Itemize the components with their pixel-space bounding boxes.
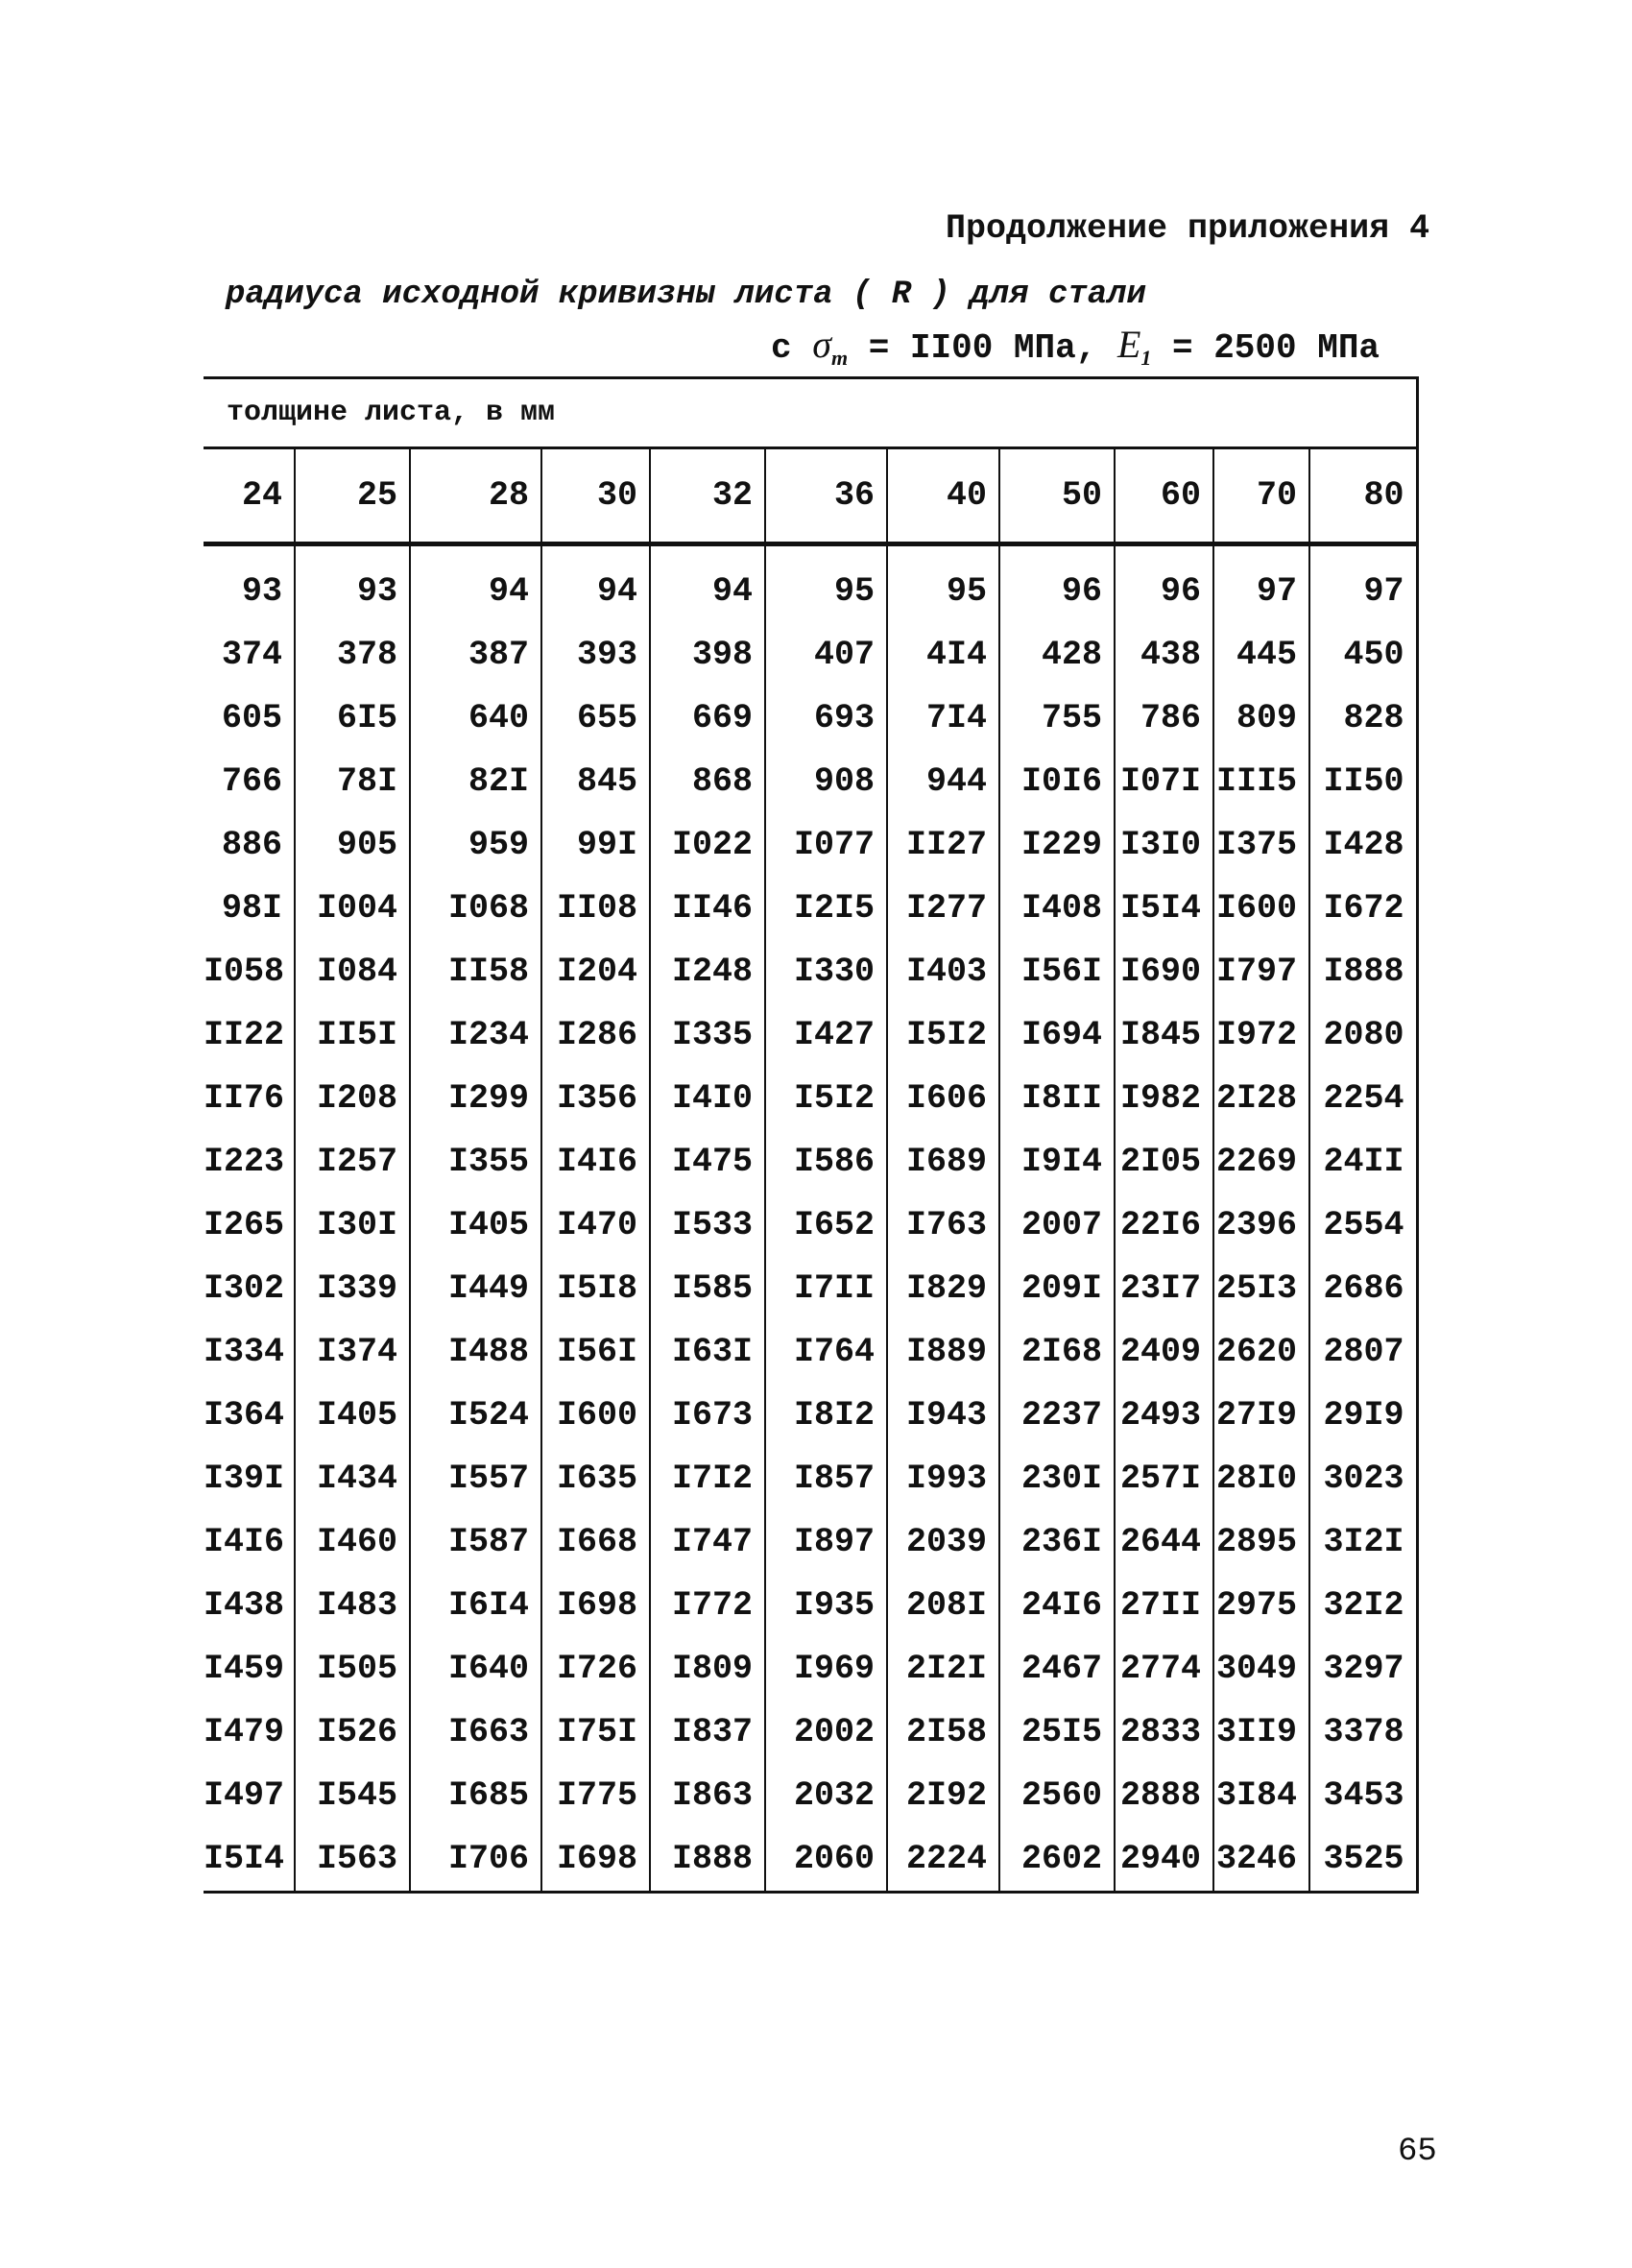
table-cell: I374 bbox=[295, 1320, 410, 1384]
table-row bbox=[204, 1764, 1417, 1827]
table-cell: 766 bbox=[221, 762, 282, 801]
header-spacer bbox=[204, 544, 1417, 561]
column-header: 25 bbox=[295, 448, 410, 544]
table-cell: 828 bbox=[1309, 687, 1417, 750]
table-cell: 94 bbox=[410, 560, 541, 623]
table-cell: 3I2I bbox=[1309, 1510, 1417, 1574]
table-cell: 24I6 bbox=[999, 1574, 1115, 1637]
table-cell: I943 bbox=[887, 1384, 999, 1447]
table-cell: 3378 bbox=[1309, 1701, 1417, 1764]
table-cell: 2888 bbox=[1115, 1764, 1213, 1827]
table-cell: I797 bbox=[1213, 940, 1309, 1003]
table-cell: I7II bbox=[765, 1257, 887, 1320]
table-cell: 2032 bbox=[765, 1764, 887, 1827]
table-cell: I775 bbox=[541, 1764, 650, 1827]
table-cell: 428 bbox=[999, 623, 1115, 687]
table-cell: I0I6 bbox=[999, 750, 1115, 813]
table-cell: I747 bbox=[650, 1510, 765, 1574]
table-cell: I56I bbox=[541, 1320, 650, 1384]
table-cell: 2002 bbox=[765, 1701, 887, 1764]
spacer-cell bbox=[1309, 544, 1417, 561]
radius-table bbox=[204, 376, 1419, 1894]
table-row bbox=[204, 750, 1417, 813]
table-cell: I75I bbox=[541, 1701, 650, 1764]
table-cell: 407 bbox=[765, 623, 887, 687]
table-cell: 95 bbox=[765, 560, 887, 623]
table-cell: I545 bbox=[295, 1764, 410, 1827]
table-cell: I56I bbox=[999, 940, 1115, 1003]
table-cell: I668 bbox=[541, 1510, 650, 1574]
table-cell: I935 bbox=[765, 1574, 887, 1637]
table-cell: I234 bbox=[410, 1003, 541, 1067]
table-cell: I889 bbox=[887, 1320, 999, 1384]
table-cell: 2560 bbox=[999, 1764, 1115, 1827]
table-cell: I334 bbox=[204, 1333, 285, 1371]
table-cell: II27 bbox=[887, 813, 999, 877]
table-cell: 25I5 bbox=[999, 1701, 1115, 1764]
table-cell: 4I4 bbox=[887, 623, 999, 687]
thickness-header-row bbox=[204, 448, 1417, 544]
spacer-cell bbox=[541, 544, 650, 561]
table-cell: 23I7 bbox=[1115, 1257, 1213, 1320]
table-cell: 82I bbox=[410, 750, 541, 813]
table-cell: I563 bbox=[295, 1827, 410, 1893]
table-cell: 2467 bbox=[999, 1637, 1115, 1701]
table-cell: 99I bbox=[541, 813, 650, 877]
table-cell: 27II bbox=[1115, 1574, 1213, 1637]
table-cell: 95 bbox=[887, 560, 999, 623]
table-cell: I772 bbox=[650, 1574, 765, 1637]
modulus-value: = 2500 МПа bbox=[1171, 328, 1380, 368]
table-cell: I5I4 bbox=[1115, 877, 1213, 940]
table-cell: 605 bbox=[221, 699, 282, 737]
spacer-cell bbox=[410, 544, 541, 561]
table-cell: I277 bbox=[887, 877, 999, 940]
table-row bbox=[204, 1320, 1417, 1384]
table-cell: I5I4 bbox=[204, 1827, 295, 1893]
table-cell: I694 bbox=[999, 1003, 1115, 1067]
table-cell: I888 bbox=[1309, 940, 1417, 1003]
table-cell: I897 bbox=[765, 1510, 887, 1574]
table-cell: 2493 bbox=[1115, 1384, 1213, 1447]
table-cell: I084 bbox=[295, 940, 410, 1003]
table-cell: I706 bbox=[410, 1827, 541, 1893]
table-row bbox=[204, 1701, 1417, 1764]
table-cell: 3453 bbox=[1309, 1764, 1417, 1827]
table-cell: 2620 bbox=[1213, 1320, 1309, 1384]
table-cell: I640 bbox=[410, 1637, 541, 1701]
table-cell: I355 bbox=[410, 1130, 541, 1194]
table-cell: I829 bbox=[887, 1257, 999, 1320]
table-cell: II46 bbox=[650, 877, 765, 940]
table-cell: 22I6 bbox=[1115, 1194, 1213, 1257]
table-cell: 2I2I bbox=[887, 1637, 999, 1701]
table-cell: I428 bbox=[1309, 813, 1417, 877]
table-cell: 2644 bbox=[1115, 1510, 1213, 1574]
table-cell: 2237 bbox=[999, 1384, 1115, 1447]
spacer-cell bbox=[295, 544, 410, 561]
table-cell: 3II9 bbox=[1213, 1701, 1309, 1764]
table-row bbox=[204, 1067, 1417, 1130]
table-cell: 2975 bbox=[1213, 1574, 1309, 1637]
table-cell: III5 bbox=[1213, 750, 1309, 813]
table-row bbox=[204, 1827, 1417, 1893]
table-cell: I068 bbox=[410, 877, 541, 940]
table-cell: 2269 bbox=[1213, 1130, 1309, 1194]
column-header: 28 bbox=[410, 448, 541, 544]
table-cell: I600 bbox=[1213, 877, 1309, 940]
table-row bbox=[204, 1194, 1417, 1257]
table-cell: I586 bbox=[765, 1130, 887, 1194]
table-cell: 78I bbox=[295, 750, 410, 813]
table-cell: I557 bbox=[410, 1447, 541, 1510]
table-cell: I2I5 bbox=[765, 877, 887, 940]
table-cell: I438 bbox=[204, 1586, 285, 1625]
table-cell: I07I bbox=[1115, 750, 1213, 813]
table-cell: I505 bbox=[295, 1637, 410, 1701]
modulus-symbol: E bbox=[1116, 323, 1141, 366]
table-cell: I857 bbox=[765, 1447, 887, 1510]
table-cell: 2007 bbox=[999, 1194, 1115, 1257]
table-cell: 845 bbox=[541, 750, 650, 813]
table-cell: 27I9 bbox=[1213, 1384, 1309, 1447]
table-cell: I663 bbox=[410, 1701, 541, 1764]
table-cell: 2409 bbox=[1115, 1320, 1213, 1384]
table-cell: I339 bbox=[295, 1257, 410, 1320]
table-cell: I9I4 bbox=[999, 1130, 1115, 1194]
table-cell: 809 bbox=[1213, 687, 1309, 750]
table-cell: 786 bbox=[1115, 687, 1213, 750]
table-row bbox=[204, 813, 1417, 877]
table-cell: II50 bbox=[1309, 750, 1417, 813]
table-cell: I3I0 bbox=[1115, 813, 1213, 877]
table-cell: 93 bbox=[241, 572, 282, 611]
table-cell: I30I bbox=[295, 1194, 410, 1257]
table-cell: 2080 bbox=[1309, 1003, 1417, 1067]
table-cell: 236I bbox=[999, 1510, 1115, 1574]
table-cell: I460 bbox=[295, 1510, 410, 1574]
table-cell: I7I2 bbox=[650, 1447, 765, 1510]
table-cell: I5I2 bbox=[765, 1067, 887, 1130]
table-cell: 2686 bbox=[1309, 1257, 1417, 1320]
appendix-note: Продолжение приложения 4 bbox=[946, 209, 1430, 248]
table-cell: 445 bbox=[1213, 623, 1309, 687]
column-header: 32 bbox=[650, 448, 765, 544]
table-cell: I39I bbox=[204, 1460, 285, 1498]
table-cell: I969 bbox=[765, 1637, 887, 1701]
table-cell: 25I3 bbox=[1213, 1257, 1309, 1320]
table-cell: 755 bbox=[999, 687, 1115, 750]
table-cell: 438 bbox=[1115, 623, 1213, 687]
table-cell: I434 bbox=[295, 1447, 410, 1510]
table-cell: I533 bbox=[650, 1194, 765, 1257]
table-cell: I698 bbox=[541, 1827, 650, 1893]
table-cell: 3297 bbox=[1309, 1637, 1417, 1701]
table-cell: 209I bbox=[999, 1257, 1115, 1320]
table-cell: I526 bbox=[295, 1701, 410, 1764]
table-cell: 2039 bbox=[887, 1510, 999, 1574]
table-cell: 886 bbox=[221, 826, 282, 864]
table-row bbox=[204, 1384, 1417, 1447]
table-cell: I459 bbox=[204, 1650, 285, 1688]
table-cell: II58 bbox=[410, 940, 541, 1003]
table-row bbox=[204, 1574, 1417, 1637]
table-cell: I689 bbox=[887, 1130, 999, 1194]
table-cell: I764 bbox=[765, 1320, 887, 1384]
table-cell: 3246 bbox=[1213, 1827, 1309, 1893]
table-cell: 2807 bbox=[1309, 1320, 1417, 1384]
table-cell: 2I58 bbox=[887, 1701, 999, 1764]
page-number: 65 bbox=[1398, 2134, 1437, 2170]
column-header: 60 bbox=[1115, 448, 1213, 544]
table-row bbox=[204, 687, 1417, 750]
table-cell: I077 bbox=[765, 813, 887, 877]
table-cell: I497 bbox=[204, 1776, 285, 1815]
table-cell: I208 bbox=[295, 1067, 410, 1130]
table-cell: 959 bbox=[410, 813, 541, 877]
table-cell: I600 bbox=[541, 1384, 650, 1447]
table-cell: 2224 bbox=[887, 1827, 999, 1893]
table-cell: I265 bbox=[204, 1206, 285, 1244]
table-cell: 257I bbox=[1115, 1447, 1213, 1510]
table-cell: I004 bbox=[295, 877, 410, 940]
table-cell: I606 bbox=[887, 1067, 999, 1130]
spacer-cell bbox=[1115, 544, 1213, 561]
table-cell: 97 bbox=[1213, 560, 1309, 623]
table-cell: I058 bbox=[204, 953, 285, 991]
table-cell: 2602 bbox=[999, 1827, 1115, 1893]
table-cell: 32I2 bbox=[1309, 1574, 1417, 1637]
table-cell: 398 bbox=[650, 623, 765, 687]
table-cell: 2554 bbox=[1309, 1194, 1417, 1257]
table-cell: 669 bbox=[650, 687, 765, 750]
table-cell: 2I68 bbox=[999, 1320, 1115, 1384]
table-cell: I972 bbox=[1213, 1003, 1309, 1067]
spacer-cell bbox=[204, 544, 295, 561]
table-cell: 94 bbox=[541, 560, 650, 623]
table-cell: 640 bbox=[410, 687, 541, 750]
table-row bbox=[204, 1003, 1417, 1067]
table-cell: I286 bbox=[541, 1003, 650, 1067]
table-cell: 2I05 bbox=[1115, 1130, 1213, 1194]
group-header-row bbox=[204, 378, 1417, 448]
table-cell: I405 bbox=[410, 1194, 541, 1257]
table-cell: 905 bbox=[295, 813, 410, 877]
table-cell: 450 bbox=[1309, 623, 1417, 687]
table-cell: 3I84 bbox=[1213, 1764, 1309, 1827]
table-cell: I5I2 bbox=[887, 1003, 999, 1067]
table-cell: II08 bbox=[541, 877, 650, 940]
table-cell: I470 bbox=[541, 1194, 650, 1257]
table-cell: I223 bbox=[204, 1143, 285, 1181]
table-cell: 230I bbox=[999, 1447, 1115, 1510]
table-cell: 6I5 bbox=[295, 687, 410, 750]
table-cell: I673 bbox=[650, 1384, 765, 1447]
table-cell: 2I92 bbox=[887, 1764, 999, 1827]
table-cell: I726 bbox=[541, 1637, 650, 1701]
table-cell: 944 bbox=[887, 750, 999, 813]
spacer-cell bbox=[999, 544, 1115, 561]
column-header: 40 bbox=[887, 448, 999, 544]
table-cell: I8I2 bbox=[765, 1384, 887, 1447]
column-header: 24 bbox=[204, 448, 295, 544]
table-cell: 387 bbox=[410, 623, 541, 687]
table-cell: 2I28 bbox=[1213, 1067, 1309, 1130]
table-cell: 908 bbox=[765, 750, 887, 813]
table-cell: 29I9 bbox=[1309, 1384, 1417, 1447]
table-cell: I488 bbox=[410, 1320, 541, 1384]
sigma-symbol: σ bbox=[812, 323, 831, 366]
spacer-cell bbox=[887, 544, 999, 561]
table-cell: I405 bbox=[295, 1384, 410, 1447]
table-cell: 2774 bbox=[1115, 1637, 1213, 1701]
table-cell: 7I4 bbox=[887, 687, 999, 750]
table-cell: I299 bbox=[410, 1067, 541, 1130]
spacer-cell bbox=[650, 544, 765, 561]
group-header: толщине листа, в мм bbox=[204, 378, 1417, 448]
table-cell: I302 bbox=[204, 1269, 285, 1308]
table-row bbox=[204, 877, 1417, 940]
table-cell: 2895 bbox=[1213, 1510, 1309, 1574]
table-cell: I022 bbox=[650, 813, 765, 877]
column-header: 30 bbox=[541, 448, 650, 544]
table-cell: II5I bbox=[295, 1003, 410, 1067]
table-cell: I403 bbox=[887, 940, 999, 1003]
modulus-subscript: 1 bbox=[1140, 346, 1152, 371]
table-cell: 374 bbox=[221, 636, 282, 674]
table-cell: 393 bbox=[541, 623, 650, 687]
table-cell: I685 bbox=[410, 1764, 541, 1827]
table-cell: I330 bbox=[765, 940, 887, 1003]
table-cell: I672 bbox=[1309, 877, 1417, 940]
table-cell: 378 bbox=[295, 623, 410, 687]
table-cell: II22 bbox=[204, 1016, 285, 1054]
table-cell: I364 bbox=[204, 1396, 285, 1435]
table-cell: I479 bbox=[204, 1713, 285, 1751]
column-header: 70 bbox=[1213, 448, 1309, 544]
table-cell: I8II bbox=[999, 1067, 1115, 1130]
table-cell: I524 bbox=[410, 1384, 541, 1447]
table-cell: I635 bbox=[541, 1447, 650, 1510]
table-cell: I356 bbox=[541, 1067, 650, 1130]
table-cell: 2833 bbox=[1115, 1701, 1213, 1764]
table-caption: радиуса исходной кривизны листа ( R ) для стали bbox=[226, 277, 1146, 313]
table-cell: 655 bbox=[541, 687, 650, 750]
table-cell: I652 bbox=[765, 1194, 887, 1257]
table-cell: I427 bbox=[765, 1003, 887, 1067]
table-cell: I408 bbox=[999, 877, 1115, 940]
sigma-subscript: т bbox=[830, 346, 849, 371]
table-cell: 2060 bbox=[765, 1827, 887, 1893]
table-cell: 93 bbox=[295, 560, 410, 623]
material-parameters bbox=[771, 322, 1380, 371]
table-cell: I475 bbox=[650, 1130, 765, 1194]
table-cell: I6I4 bbox=[410, 1574, 541, 1637]
table-cell: 98I bbox=[221, 889, 282, 928]
table-cell: 28I0 bbox=[1213, 1447, 1309, 1510]
table-cell: I5I8 bbox=[541, 1257, 650, 1320]
table-row bbox=[204, 1510, 1417, 1574]
table-cell: I698 bbox=[541, 1574, 650, 1637]
table-cell: 693 bbox=[765, 687, 887, 750]
table-row bbox=[204, 1637, 1417, 1701]
table-row bbox=[204, 560, 1417, 623]
table-cell: I449 bbox=[410, 1257, 541, 1320]
table-cell: 3525 bbox=[1309, 1827, 1417, 1893]
table-cell: 868 bbox=[650, 750, 765, 813]
table-cell: 3049 bbox=[1213, 1637, 1309, 1701]
table-cell: 3023 bbox=[1309, 1447, 1417, 1510]
table-cell: I809 bbox=[650, 1637, 765, 1701]
table-cell: I483 bbox=[295, 1574, 410, 1637]
spacer-cell bbox=[1213, 544, 1309, 561]
table-cell: I888 bbox=[650, 1827, 765, 1893]
table-cell: I585 bbox=[650, 1257, 765, 1320]
table-cell: II76 bbox=[204, 1079, 285, 1118]
table-cell: I4I0 bbox=[650, 1067, 765, 1130]
table-cell: I63I bbox=[650, 1320, 765, 1384]
table-cell: 94 bbox=[650, 560, 765, 623]
table-cell: I248 bbox=[650, 940, 765, 1003]
table-cell: I993 bbox=[887, 1447, 999, 1510]
column-header: 50 bbox=[999, 448, 1115, 544]
table-cell: 2254 bbox=[1309, 1067, 1417, 1130]
table-row bbox=[204, 623, 1417, 687]
table-cell: I335 bbox=[650, 1003, 765, 1067]
table-cell: I587 bbox=[410, 1510, 541, 1574]
table-row bbox=[204, 1447, 1417, 1510]
table-cell: I845 bbox=[1115, 1003, 1213, 1067]
table-cell: I257 bbox=[295, 1130, 410, 1194]
table-cell: 2940 bbox=[1115, 1827, 1213, 1893]
table-cell: I229 bbox=[999, 813, 1115, 877]
column-header: 36 bbox=[765, 448, 887, 544]
table-cell: 96 bbox=[999, 560, 1115, 623]
table-cell: 96 bbox=[1115, 560, 1213, 623]
spacer-cell bbox=[765, 544, 887, 561]
table-row bbox=[204, 940, 1417, 1003]
table-cell: I4I6 bbox=[204, 1523, 285, 1561]
table-cell: I204 bbox=[541, 940, 650, 1003]
table-cell: I837 bbox=[650, 1701, 765, 1764]
table-cell: 208I bbox=[887, 1574, 999, 1637]
table-cell: I4I6 bbox=[541, 1130, 650, 1194]
table-cell: I690 bbox=[1115, 940, 1213, 1003]
table-row bbox=[204, 1130, 1417, 1194]
table-cell: I982 bbox=[1115, 1067, 1213, 1130]
table-cell: 97 bbox=[1309, 560, 1417, 623]
table-row bbox=[204, 1257, 1417, 1320]
table-cell: 2396 bbox=[1213, 1194, 1309, 1257]
column-header: 80 bbox=[1309, 448, 1417, 544]
table-cell: I763 bbox=[887, 1194, 999, 1257]
sigma-value: = II00 МПа, bbox=[868, 328, 1097, 368]
table-cell: I863 bbox=[650, 1764, 765, 1827]
params-prefix: с bbox=[771, 328, 792, 368]
table-cell: I375 bbox=[1213, 813, 1309, 877]
table-cell: 24II bbox=[1309, 1130, 1417, 1194]
